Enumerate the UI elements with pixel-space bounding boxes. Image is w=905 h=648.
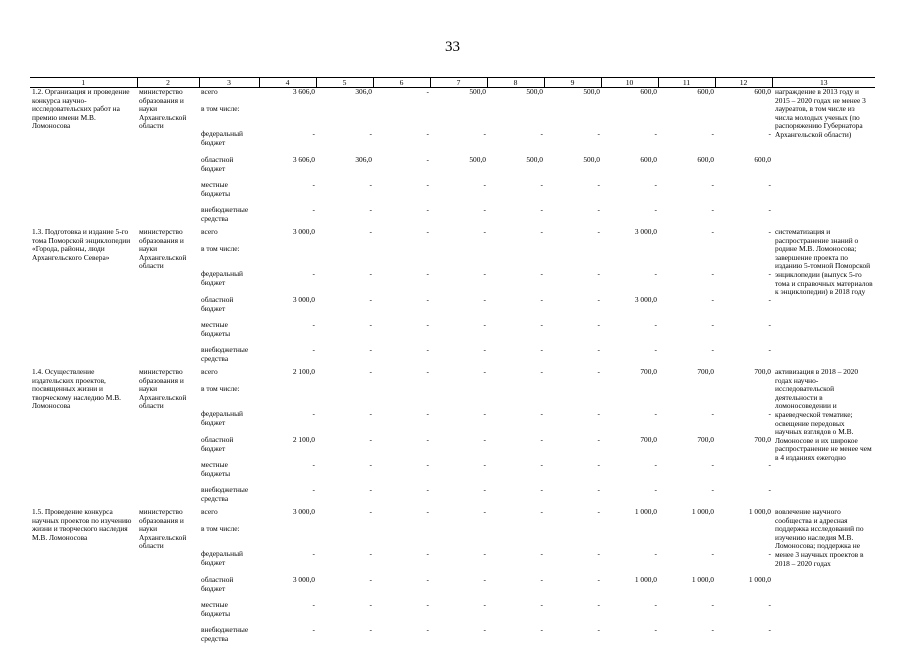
- amount-cell: [715, 385, 772, 410]
- amount-cell: -: [544, 228, 601, 245]
- amount-cell: -: [259, 626, 316, 648]
- amount-cell: -: [259, 410, 316, 436]
- amount-cell: [658, 105, 715, 130]
- amount-cell: -: [373, 461, 430, 486]
- amount-cell: -: [430, 508, 487, 525]
- amount-cell: -: [715, 486, 772, 508]
- amount-cell: 500,0: [544, 156, 601, 181]
- amount-cell: 2 100,0: [259, 368, 316, 385]
- column-header: 8: [487, 78, 544, 88]
- executor-cell: министерство образования и науки Архангельской области: [137, 88, 199, 229]
- amount-cell: 700,0: [658, 368, 715, 385]
- amount-cell: -: [259, 270, 316, 296]
- amount-cell: -: [430, 461, 487, 486]
- amount-cell: -: [373, 296, 430, 321]
- funding-source: внебюджетные средства: [199, 206, 259, 228]
- amount-cell: -: [487, 321, 544, 346]
- executor-cell: министерство образования и науки Архангельской области: [137, 368, 199, 508]
- amount-cell: -: [373, 206, 430, 228]
- amount-cell: 600,0: [601, 156, 658, 181]
- amount-cell: -: [601, 626, 658, 648]
- amount-cell: -: [316, 508, 373, 525]
- amount-cell: -: [316, 576, 373, 601]
- amount-cell: -: [373, 436, 430, 461]
- amount-cell: [544, 385, 601, 410]
- amount-cell: 500,0: [487, 156, 544, 181]
- amount-cell: -: [430, 321, 487, 346]
- amount-cell: -: [373, 576, 430, 601]
- amount-cell: -: [259, 181, 316, 206]
- amount-cell: -: [487, 228, 544, 245]
- amount-cell: -: [715, 228, 772, 245]
- amount-cell: [373, 525, 430, 550]
- amount-cell: 700,0: [715, 368, 772, 385]
- amount-cell: -: [259, 321, 316, 346]
- amount-cell: -: [316, 130, 373, 156]
- amount-cell: 1 000,0: [658, 576, 715, 601]
- amount-cell: 1 000,0: [601, 576, 658, 601]
- amount-cell: -: [373, 228, 430, 245]
- amount-cell: -: [316, 461, 373, 486]
- column-header: 4: [259, 78, 316, 88]
- page-number: 33: [0, 38, 905, 56]
- amount-cell: [316, 525, 373, 550]
- funding-source: местные бюджеты: [199, 181, 259, 206]
- amount-cell: -: [430, 270, 487, 296]
- amount-cell: -: [487, 346, 544, 368]
- amount-cell: 3 000,0: [259, 508, 316, 525]
- column-header: 12: [715, 78, 772, 88]
- column-header: 9: [544, 78, 601, 88]
- amount-cell: -: [430, 601, 487, 626]
- amount-cell: -: [544, 626, 601, 648]
- amount-cell: 600,0: [601, 88, 658, 106]
- amount-cell: 500,0: [544, 88, 601, 106]
- expected-result: систематизация и распространение знаний о родине М.В. Ломоносова; завершение проекта по изданию 5-томной Поморской энциклопедии (выпуск 5-го тома и справочных материалов к энциклопедии) в 2018 году: [772, 228, 875, 368]
- amount-cell: -: [715, 626, 772, 648]
- amount-cell: -: [487, 206, 544, 228]
- amount-cell: -: [487, 486, 544, 508]
- amount-cell: -: [715, 550, 772, 576]
- amount-cell: -: [373, 156, 430, 181]
- table-row: [30, 508, 875, 525]
- amount-cell: -: [715, 130, 772, 156]
- amount-cell: [373, 385, 430, 410]
- amount-cell: -: [601, 321, 658, 346]
- amount-cell: 600,0: [715, 88, 772, 106]
- amount-cell: -: [544, 296, 601, 321]
- table-row: [30, 228, 875, 245]
- amount-cell: 3 000,0: [259, 576, 316, 601]
- amount-cell: -: [601, 346, 658, 368]
- column-header: 7: [430, 78, 487, 88]
- amount-cell: -: [544, 368, 601, 385]
- amount-cell: 600,0: [658, 156, 715, 181]
- amount-cell: -: [658, 321, 715, 346]
- amount-cell: [487, 105, 544, 130]
- table-row: [30, 368, 875, 385]
- amount-cell: -: [259, 461, 316, 486]
- program-table: [30, 77, 875, 648]
- amount-cell: -: [715, 321, 772, 346]
- amount-cell: -: [658, 410, 715, 436]
- executor-cell: министерство образования и науки Архангельской области: [137, 508, 199, 648]
- amount-cell: -: [544, 436, 601, 461]
- amount-cell: -: [487, 576, 544, 601]
- amount-cell: -: [601, 130, 658, 156]
- amount-cell: -: [715, 206, 772, 228]
- amount-cell: -: [544, 461, 601, 486]
- amount-cell: -: [316, 368, 373, 385]
- funding-source: всего: [199, 508, 259, 525]
- amount-cell: -: [373, 88, 430, 106]
- amount-cell: -: [601, 550, 658, 576]
- funding-source: областной бюджет: [199, 156, 259, 181]
- column-header: 2: [137, 78, 199, 88]
- amount-cell: -: [601, 206, 658, 228]
- amount-cell: [715, 525, 772, 550]
- amount-cell: -: [487, 181, 544, 206]
- amount-cell: 700,0: [601, 368, 658, 385]
- amount-cell: [601, 105, 658, 130]
- amount-cell: 3 606,0: [259, 88, 316, 106]
- amount-cell: -: [316, 228, 373, 245]
- column-header: 1: [30, 78, 137, 88]
- amount-cell: -: [373, 181, 430, 206]
- amount-cell: -: [487, 508, 544, 525]
- amount-cell: -: [373, 486, 430, 508]
- amount-cell: -: [373, 130, 430, 156]
- funding-source: федеральный бюджет: [199, 550, 259, 576]
- measure-title: 1.4. Осуществление издательских проектов, посвященных жизни и творческому наследию М.В. Ломоносова: [30, 368, 137, 508]
- funding-source: внебюджетные средства: [199, 346, 259, 368]
- amount-cell: -: [715, 346, 772, 368]
- amount-cell: 600,0: [715, 156, 772, 181]
- amount-cell: -: [658, 601, 715, 626]
- amount-cell: -: [715, 410, 772, 436]
- amount-cell: -: [658, 206, 715, 228]
- amount-cell: -: [715, 296, 772, 321]
- amount-cell: [373, 105, 430, 130]
- amount-cell: -: [487, 130, 544, 156]
- amount-cell: [487, 245, 544, 270]
- amount-cell: -: [544, 321, 601, 346]
- amount-cell: -: [430, 410, 487, 436]
- funding-source: всего: [199, 368, 259, 385]
- amount-cell: -: [658, 296, 715, 321]
- amount-cell: -: [430, 130, 487, 156]
- funding-source: местные бюджеты: [199, 321, 259, 346]
- column-header: 11: [658, 78, 715, 88]
- amount-cell: -: [430, 626, 487, 648]
- measure-title: 1.5. Проведение конкурса научных проектов по изучению жизни и творческого наследия М.В. Ломоносова: [30, 508, 137, 648]
- table-row: [30, 88, 875, 106]
- amount-cell: [487, 385, 544, 410]
- amount-cell: -: [487, 270, 544, 296]
- funding-source: федеральный бюджет: [199, 270, 259, 296]
- amount-cell: [430, 245, 487, 270]
- amount-cell: -: [316, 296, 373, 321]
- amount-cell: [658, 245, 715, 270]
- amount-cell: -: [601, 601, 658, 626]
- amount-cell: [487, 525, 544, 550]
- amount-cell: -: [259, 550, 316, 576]
- amount-cell: -: [373, 508, 430, 525]
- amount-cell: -: [658, 270, 715, 296]
- amount-cell: [430, 105, 487, 130]
- amount-cell: [715, 245, 772, 270]
- table-body: [30, 88, 875, 648]
- amount-cell: -: [373, 368, 430, 385]
- amount-cell: -: [430, 368, 487, 385]
- amount-cell: -: [544, 486, 601, 508]
- amount-cell: [658, 385, 715, 410]
- amount-cell: -: [373, 346, 430, 368]
- amount-cell: [658, 525, 715, 550]
- amount-cell: 1 000,0: [715, 508, 772, 525]
- funding-source: федеральный бюджет: [199, 130, 259, 156]
- amount-cell: -: [316, 601, 373, 626]
- amount-cell: 306,0: [316, 88, 373, 106]
- amount-cell: -: [373, 321, 430, 346]
- amount-cell: -: [373, 270, 430, 296]
- amount-cell: -: [544, 206, 601, 228]
- amount-cell: -: [544, 550, 601, 576]
- amount-cell: -: [430, 550, 487, 576]
- amount-cell: [259, 245, 316, 270]
- funding-source: в том числе:: [199, 525, 259, 550]
- amount-cell: -: [259, 601, 316, 626]
- amount-cell: 3 000,0: [601, 228, 658, 245]
- amount-cell: -: [544, 410, 601, 436]
- amount-cell: -: [316, 270, 373, 296]
- amount-cell: -: [658, 550, 715, 576]
- amount-cell: [259, 105, 316, 130]
- amount-cell: -: [658, 461, 715, 486]
- amount-cell: -: [658, 130, 715, 156]
- funding-source: всего: [199, 88, 259, 106]
- amount-cell: -: [487, 296, 544, 321]
- amount-cell: [601, 385, 658, 410]
- amount-cell: -: [658, 181, 715, 206]
- expected-result: награждение в 2013 году и 2015 – 2020 годах не менее 3 лауреатов, в том числе из числа молодых ученых (по распоряжению Губернатора Архангельской области): [772, 88, 875, 229]
- amount-cell: -: [715, 461, 772, 486]
- amount-cell: -: [487, 368, 544, 385]
- amount-cell: -: [316, 626, 373, 648]
- amount-cell: -: [658, 626, 715, 648]
- amount-cell: [544, 525, 601, 550]
- amount-cell: -: [544, 576, 601, 601]
- column-header: 10: [601, 78, 658, 88]
- amount-cell: -: [373, 626, 430, 648]
- amount-cell: -: [316, 206, 373, 228]
- amount-cell: [316, 245, 373, 270]
- amount-cell: -: [259, 206, 316, 228]
- amount-cell: 500,0: [487, 88, 544, 106]
- amount-cell: 700,0: [601, 436, 658, 461]
- amount-cell: -: [544, 130, 601, 156]
- amount-cell: -: [658, 486, 715, 508]
- funding-source: местные бюджеты: [199, 461, 259, 486]
- amount-cell: 3 000,0: [259, 296, 316, 321]
- amount-cell: -: [715, 181, 772, 206]
- funding-source: областной бюджет: [199, 436, 259, 461]
- amount-cell: -: [487, 410, 544, 436]
- amount-cell: -: [316, 550, 373, 576]
- amount-cell: -: [601, 270, 658, 296]
- funding-source: федеральный бюджет: [199, 410, 259, 436]
- amount-cell: [316, 385, 373, 410]
- amount-cell: -: [430, 436, 487, 461]
- amount-cell: 3 000,0: [601, 296, 658, 321]
- funding-source: областной бюджет: [199, 296, 259, 321]
- column-header: 5: [316, 78, 373, 88]
- amount-cell: [316, 105, 373, 130]
- amount-cell: -: [715, 601, 772, 626]
- amount-cell: -: [487, 436, 544, 461]
- amount-cell: -: [430, 228, 487, 245]
- amount-cell: -: [487, 601, 544, 626]
- amount-cell: -: [430, 576, 487, 601]
- amount-cell: [544, 245, 601, 270]
- amount-cell: [430, 525, 487, 550]
- amount-cell: [430, 385, 487, 410]
- amount-cell: -: [373, 550, 430, 576]
- funding-source: областной бюджет: [199, 576, 259, 601]
- amount-cell: 700,0: [658, 436, 715, 461]
- amount-cell: [259, 385, 316, 410]
- expected-result: активизация в 2018 – 2020 годах научно-исследовательской деятельности в ломоносоведении и краеведческой тематике; освещение передовых научных взглядов о М.В. Ломоносове и их широкое распространение не менее чем в 4 изданиях ежегодно: [772, 368, 875, 508]
- amount-cell: -: [544, 601, 601, 626]
- amount-cell: -: [430, 206, 487, 228]
- column-header: 3: [199, 78, 259, 88]
- amount-cell: -: [430, 181, 487, 206]
- amount-cell: 1 000,0: [601, 508, 658, 525]
- funding-source: в том числе:: [199, 385, 259, 410]
- amount-cell: 600,0: [658, 88, 715, 106]
- amount-cell: -: [316, 181, 373, 206]
- amount-cell: -: [316, 321, 373, 346]
- amount-cell: [715, 105, 772, 130]
- amount-cell: -: [544, 346, 601, 368]
- measure-title: 1.3. Подготовка и издание 5-го тома Поморской энциклопедии «Города, районы, люди Архангельского Севера»: [30, 228, 137, 368]
- column-header: 13: [772, 78, 875, 88]
- amount-cell: -: [487, 550, 544, 576]
- amount-cell: -: [259, 130, 316, 156]
- amount-cell: -: [544, 508, 601, 525]
- funding-source: внебюджетные средства: [199, 486, 259, 508]
- amount-cell: -: [259, 346, 316, 368]
- amount-cell: [259, 525, 316, 550]
- amount-cell: -: [601, 461, 658, 486]
- amount-cell: -: [601, 181, 658, 206]
- amount-cell: -: [487, 461, 544, 486]
- amount-cell: -: [316, 486, 373, 508]
- amount-cell: -: [430, 296, 487, 321]
- amount-cell: 2 100,0: [259, 436, 316, 461]
- amount-cell: [373, 245, 430, 270]
- funding-source: в том числе:: [199, 245, 259, 270]
- funding-source: местные бюджеты: [199, 601, 259, 626]
- amount-cell: 1 000,0: [715, 576, 772, 601]
- amount-cell: -: [430, 346, 487, 368]
- amount-cell: -: [544, 270, 601, 296]
- amount-cell: [601, 245, 658, 270]
- column-header: 6: [373, 78, 430, 88]
- amount-cell: 1 000,0: [658, 508, 715, 525]
- amount-cell: -: [373, 410, 430, 436]
- funding-source: в том числе:: [199, 105, 259, 130]
- amount-cell: -: [316, 410, 373, 436]
- amount-cell: 306,0: [316, 156, 373, 181]
- amount-cell: [601, 525, 658, 550]
- amount-cell: -: [544, 181, 601, 206]
- amount-cell: -: [316, 436, 373, 461]
- amount-cell: -: [430, 486, 487, 508]
- amount-cell: 500,0: [430, 88, 487, 106]
- amount-cell: -: [487, 626, 544, 648]
- amount-cell: 700,0: [715, 436, 772, 461]
- amount-cell: 3 606,0: [259, 156, 316, 181]
- executor-cell: министерство образования и науки Архангельской области: [137, 228, 199, 368]
- funding-source: всего: [199, 228, 259, 245]
- amount-cell: -: [658, 228, 715, 245]
- funding-source: внебюджетные средства: [199, 626, 259, 648]
- column-header-row: [30, 78, 875, 88]
- amount-cell: [544, 105, 601, 130]
- amount-cell: -: [259, 486, 316, 508]
- measure-title: 1.2. Организация и проведение конкурса научно-исследовательских работ на премию имени М.В. Ломоносова: [30, 88, 137, 229]
- amount-cell: 3 000,0: [259, 228, 316, 245]
- amount-cell: -: [715, 270, 772, 296]
- amount-cell: -: [316, 346, 373, 368]
- expected-result: вовлечение научного сообщества и адресная поддержка исследований по изучению наследия М.В. Ломоносова; поддержка не менее 3 научных проектов в 2018 – 2020 годах: [772, 508, 875, 648]
- amount-cell: -: [658, 346, 715, 368]
- amount-cell: 500,0: [430, 156, 487, 181]
- amount-cell: -: [373, 601, 430, 626]
- amount-cell: -: [601, 410, 658, 436]
- amount-cell: -: [601, 486, 658, 508]
